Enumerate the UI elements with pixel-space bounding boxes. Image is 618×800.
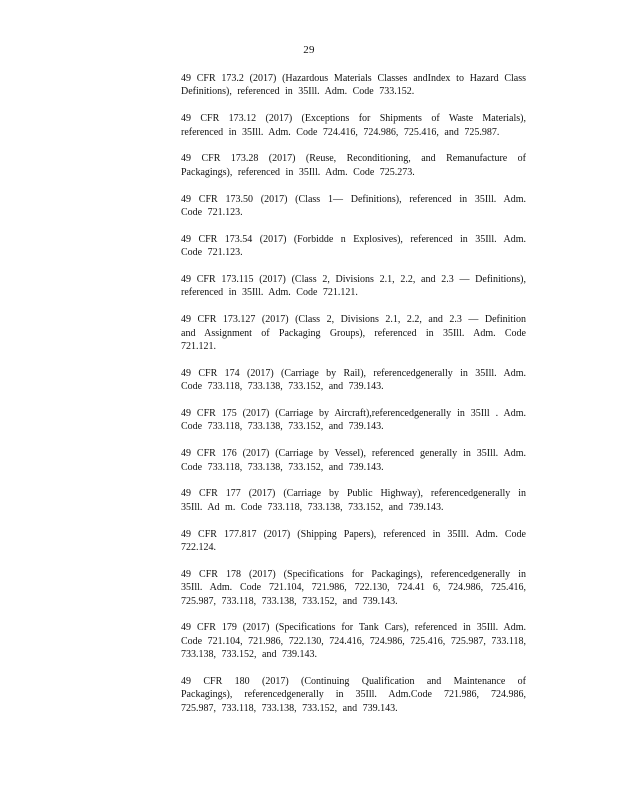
reference-entry: 49 CFR 173.127 (2017) (Class 2, Divisions 2.1, 2.2, and 2.3 — Definition and Assignment of Packaging Groups), referenced in 35Ill. Adm. Code 721.121.: [181, 314, 526, 353]
reference-list: [181, 72, 526, 729]
reference-entry: 49 CFR 173.2 (2017) (Hazardous Materials Classes andIndex to Hazard Class Definitions), referenced in 35Ill. Adm. Code 733.152.: [181, 73, 526, 98]
reference-entry: 49 CFR 176 (2017) (Carriage by Vessel), referenced generally in 35Ill. Adm. Code 733.118, 733.138, 733.152, and 739.143.: [181, 448, 526, 473]
reference-entry: 49 CFR 173.115 (2017) (Class 2, Divisions 2.1, 2.2, and 2.3 — Definitions), referenced in 35Ill. Adm. Code 721.121.: [181, 274, 526, 299]
reference-entry: 49 CFR 173.12 (2017) (Exceptions for Shipments of Waste Materials), referenced in 35Ill. Adm. Code 724.416, 724.986, 725.416, and 725.987.: [181, 113, 526, 138]
page-number: 29: [303, 44, 315, 56]
reference-entry: 49 CFR 174 (2017) (Carriage by Rail), referencedgenerally in 35Ill. Adm. Code 733.118, 733.138, 733.152, and 739.143.: [181, 367, 526, 393]
reference-entry: 49 CFR 177.817 (2017) (Shipping Papers), referenced in 35Ill. Adm. Code 722.124.: [181, 528, 526, 554]
reference-entry: 49 CFR 178 (2017) (Specifications for Packagings), referencedgenerally in 35Ill. Adm. Code 721.104, 721.986, 722.130, 724.41 6, 724.986, 725.416, 725.987, 733.118, 733.138, 733.152, and 739.143.: [181, 568, 526, 607]
reference-entry: 49 CFR 173.54 (2017) (Forbidde n Explosives), referenced in 35Ill. Adm. Code 721.123.: [181, 233, 526, 259]
reference-entry: 49 CFR 175 (2017) (Carriage by Aircraft),referencedgenerally in 35Ill . Adm. Code 733.118, 733.138, 733.152, and 739.143.: [181, 408, 526, 433]
reference-entry: 49 CFR 179 (2017) (Specifications for Tank Cars), referenced in 35Ill. Adm. Code 721.104, 721.986, 722.130, 724.416, 724.986, 725.416, 725.987, 733.118, 733.138, 733.152, and 739.143.: [181, 622, 526, 661]
reference-entry: 49 CFR 173.50 (2017) (Class 1— Definitions), referenced in 35Ill. Adm. Code 721.123.: [181, 193, 526, 219]
reference-entry: 49 CFR 180 (2017) (Continuing Qualification and Maintenance of Packagings), referencedgenerally in 35Ill. Adm.Code 721.986, 724.986, 725.987, 733.118, 733.138, 733.152, and 739.143.: [181, 676, 526, 714]
reference-entry: 49 CFR 177 (2017) (Carriage by Public Highway), referencedgenerally in 35Ill. Ad m. Code 733.118, 733.138, 733.152, and 739.143.: [181, 488, 526, 513]
reference-entry: 49 CFR 173.28 (2017) (Reuse, Reconditioning, and Remanufacture of Packagings), referenced in 35Ill. Adm. Code 725.273.: [181, 153, 526, 178]
